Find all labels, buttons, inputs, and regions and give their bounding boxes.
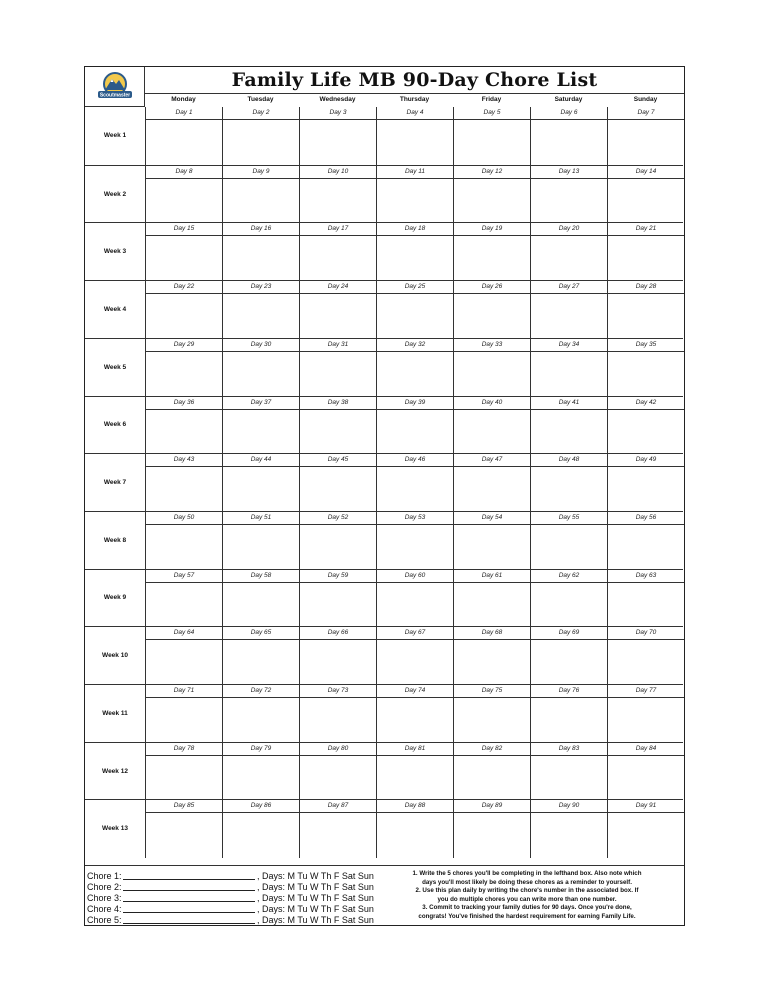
day-label: Day 74 bbox=[377, 685, 453, 698]
day-label: Day 62 bbox=[531, 570, 607, 583]
day-cell[interactable] bbox=[607, 339, 684, 397]
day-cell[interactable] bbox=[607, 107, 684, 165]
day-label: Day 78 bbox=[146, 743, 222, 756]
day-label: Day 47 bbox=[454, 454, 530, 467]
chore-row bbox=[87, 893, 375, 904]
day-label: Day 45 bbox=[300, 454, 376, 467]
day-label: Day 76 bbox=[531, 685, 607, 698]
day-cell[interactable] bbox=[453, 570, 530, 628]
day-cell[interactable] bbox=[607, 743, 684, 801]
day-cell[interactable] bbox=[145, 166, 222, 224]
day-cell[interactable] bbox=[222, 627, 299, 685]
day-cell[interactable] bbox=[222, 166, 299, 224]
day-label: Day 66 bbox=[300, 627, 376, 640]
week-row bbox=[85, 569, 683, 627]
day-cell[interactable] bbox=[530, 512, 607, 570]
day-label: Day 25 bbox=[377, 281, 453, 294]
day-label: Day 38 bbox=[300, 397, 376, 410]
day-label: Day 5 bbox=[454, 107, 530, 120]
day-cell[interactable] bbox=[607, 454, 684, 512]
day-cell[interactable] bbox=[530, 166, 607, 224]
day-cell[interactable] bbox=[453, 166, 530, 224]
day-label: Day 50 bbox=[146, 512, 222, 525]
day-label: Day 60 bbox=[377, 570, 453, 583]
chore-input-line[interactable] bbox=[123, 882, 255, 891]
day-cell[interactable] bbox=[376, 570, 453, 628]
day-cell[interactable] bbox=[145, 512, 222, 570]
day-label: Day 14 bbox=[608, 166, 684, 179]
chore-days: , Days: M Tu W Th F Sat Sun bbox=[257, 893, 374, 903]
day-label: Day 15 bbox=[146, 223, 222, 236]
week-label: Week 8 bbox=[103, 536, 127, 544]
day-label: Day 59 bbox=[300, 570, 376, 583]
day-cell[interactable] bbox=[453, 685, 530, 743]
day-label: Day 34 bbox=[531, 339, 607, 352]
day-cell[interactable] bbox=[376, 339, 453, 397]
day-label: Day 80 bbox=[300, 743, 376, 756]
week-row bbox=[85, 684, 683, 742]
day-cell[interactable] bbox=[222, 107, 299, 165]
day-label: Day 73 bbox=[300, 685, 376, 698]
day-cell[interactable] bbox=[145, 397, 222, 455]
day-label: Day 17 bbox=[300, 223, 376, 236]
instruction-line: days you'll most likely be doing these chores as a reminder to yourself. bbox=[422, 878, 632, 886]
instruction-line: you do multiple chores you can write more than one number. bbox=[437, 895, 617, 903]
day-label: Day 84 bbox=[608, 743, 684, 756]
day-cell[interactable] bbox=[145, 685, 222, 743]
week-row bbox=[85, 338, 683, 396]
day-cell[interactable] bbox=[607, 627, 684, 685]
day-label: Day 44 bbox=[223, 454, 299, 467]
day-cell[interactable] bbox=[530, 339, 607, 397]
chore-row bbox=[87, 871, 375, 882]
day-label: Day 8 bbox=[146, 166, 222, 179]
day-cell[interactable] bbox=[299, 281, 376, 339]
day-label: Day 2 bbox=[223, 107, 299, 120]
day-cell[interactable] bbox=[376, 800, 453, 858]
week-label: Week 5 bbox=[103, 363, 127, 371]
chore-days: , Days: M Tu W Th F Sat Sun bbox=[257, 904, 374, 914]
day-cell[interactable] bbox=[145, 223, 222, 281]
day-cell[interactable] bbox=[222, 339, 299, 397]
day-header-sunday: Sunday bbox=[633, 96, 658, 103]
day-cell[interactable] bbox=[530, 107, 607, 165]
day-cell[interactable] bbox=[222, 281, 299, 339]
day-label: Day 87 bbox=[300, 800, 376, 813]
day-cell[interactable] bbox=[607, 570, 684, 628]
day-cell[interactable] bbox=[299, 454, 376, 512]
day-cell[interactable] bbox=[453, 339, 530, 397]
day-label: Day 68 bbox=[454, 627, 530, 640]
day-label: Day 19 bbox=[454, 223, 530, 236]
day-cell[interactable] bbox=[376, 223, 453, 281]
week-label: Week 10 bbox=[102, 652, 128, 660]
day-cell[interactable] bbox=[607, 166, 684, 224]
day-label: Day 89 bbox=[454, 800, 530, 813]
week-row bbox=[85, 165, 683, 223]
day-label: Day 29 bbox=[146, 339, 222, 352]
day-label: Day 12 bbox=[454, 166, 530, 179]
day-label: Day 40 bbox=[454, 397, 530, 410]
day-cell[interactable] bbox=[453, 107, 530, 165]
chore-input-line[interactable] bbox=[123, 904, 255, 913]
day-header-tuesday: Tuesday bbox=[247, 96, 274, 103]
day-label: Day 69 bbox=[531, 627, 607, 640]
day-cell[interactable] bbox=[530, 627, 607, 685]
chore-label: Chore 5: bbox=[87, 915, 122, 925]
day-label: Day 20 bbox=[531, 223, 607, 236]
chore-sheet bbox=[84, 66, 685, 926]
day-cell[interactable] bbox=[145, 743, 222, 801]
day-cell[interactable] bbox=[453, 512, 530, 570]
week-row bbox=[85, 511, 683, 569]
day-label: Day 37 bbox=[223, 397, 299, 410]
day-label: Day 42 bbox=[608, 397, 684, 410]
day-label: Day 21 bbox=[608, 223, 684, 236]
day-header-thursday: Thursday bbox=[399, 96, 430, 103]
day-label: Day 85 bbox=[146, 800, 222, 813]
day-label: Day 77 bbox=[608, 685, 684, 698]
day-label: Day 61 bbox=[454, 570, 530, 583]
chore-input-line[interactable] bbox=[123, 871, 255, 880]
day-label: Day 27 bbox=[531, 281, 607, 294]
page-title: Family Life MB 90-Day Chore List bbox=[231, 69, 598, 91]
day-cell[interactable] bbox=[145, 800, 222, 858]
day-cell[interactable] bbox=[530, 800, 607, 858]
day-cell[interactable] bbox=[145, 454, 222, 512]
day-cell[interactable] bbox=[299, 800, 376, 858]
week-row bbox=[85, 280, 683, 338]
day-cell[interactable] bbox=[376, 627, 453, 685]
day-cell[interactable] bbox=[145, 107, 222, 165]
day-label: Day 53 bbox=[377, 512, 453, 525]
day-cell[interactable] bbox=[299, 166, 376, 224]
week-label: Week 1 bbox=[103, 131, 127, 139]
day-label: Day 91 bbox=[608, 800, 684, 813]
day-label: Day 49 bbox=[608, 454, 684, 467]
day-cell[interactable] bbox=[299, 397, 376, 455]
week-row bbox=[85, 799, 683, 857]
day-label: Day 75 bbox=[454, 685, 530, 698]
day-label: Day 79 bbox=[223, 743, 299, 756]
day-header-friday: Friday bbox=[481, 96, 502, 103]
chore-input-line[interactable] bbox=[123, 893, 255, 902]
day-label: Day 58 bbox=[223, 570, 299, 583]
day-cell[interactable] bbox=[376, 166, 453, 224]
chore-days: , Days: M Tu W Th F Sat Sun bbox=[257, 915, 374, 925]
day-cell[interactable] bbox=[453, 223, 530, 281]
instruction-line: congrats! You've finished the hardest requirement for earning Family Life. bbox=[418, 912, 636, 920]
day-cell[interactable] bbox=[376, 281, 453, 339]
day-label: Day 51 bbox=[223, 512, 299, 525]
day-label: Day 43 bbox=[146, 454, 222, 467]
chore-row bbox=[87, 915, 375, 926]
day-header-wednesday: Wednesday bbox=[319, 96, 356, 103]
week-label: Week 2 bbox=[103, 190, 127, 198]
day-label: Day 10 bbox=[300, 166, 376, 179]
day-label: Day 39 bbox=[377, 397, 453, 410]
day-label: Day 7 bbox=[608, 107, 684, 120]
day-label: Day 88 bbox=[377, 800, 453, 813]
chore-input-line[interactable] bbox=[123, 915, 255, 924]
day-cell[interactable] bbox=[376, 685, 453, 743]
day-cell[interactable] bbox=[299, 570, 376, 628]
day-label: Day 56 bbox=[608, 512, 684, 525]
week-label: Week 7 bbox=[103, 479, 127, 487]
day-cell[interactable] bbox=[145, 339, 222, 397]
day-cell[interactable] bbox=[607, 281, 684, 339]
svg-text:Scoutmaster: Scoutmaster bbox=[99, 92, 131, 99]
day-cell[interactable] bbox=[530, 454, 607, 512]
day-label: Day 57 bbox=[146, 570, 222, 583]
day-cell[interactable] bbox=[453, 627, 530, 685]
day-cell[interactable] bbox=[453, 397, 530, 455]
day-cell[interactable] bbox=[376, 454, 453, 512]
day-label: Day 22 bbox=[146, 281, 222, 294]
day-cell[interactable] bbox=[222, 223, 299, 281]
day-cell[interactable] bbox=[299, 685, 376, 743]
day-label: Day 70 bbox=[608, 627, 684, 640]
day-cell[interactable] bbox=[222, 685, 299, 743]
day-cell[interactable] bbox=[222, 454, 299, 512]
day-label: Day 55 bbox=[531, 512, 607, 525]
week-label: Week 13 bbox=[102, 825, 128, 833]
week-label: Week 4 bbox=[103, 305, 127, 313]
day-cell[interactable] bbox=[530, 685, 607, 743]
day-cell[interactable] bbox=[530, 281, 607, 339]
day-cell[interactable] bbox=[299, 107, 376, 165]
day-cell[interactable] bbox=[145, 627, 222, 685]
day-cell[interactable] bbox=[145, 281, 222, 339]
day-cell[interactable] bbox=[453, 281, 530, 339]
day-label: Day 81 bbox=[377, 743, 453, 756]
day-label: Day 72 bbox=[223, 685, 299, 698]
day-cell[interactable] bbox=[222, 800, 299, 858]
day-label: Day 35 bbox=[608, 339, 684, 352]
day-cell[interactable] bbox=[299, 512, 376, 570]
footer bbox=[85, 865, 684, 925]
day-cell[interactable] bbox=[376, 107, 453, 165]
day-label: Day 13 bbox=[531, 166, 607, 179]
week-row bbox=[85, 396, 683, 454]
day-cell[interactable] bbox=[607, 397, 684, 455]
day-cell[interactable] bbox=[222, 570, 299, 628]
day-cell[interactable] bbox=[299, 223, 376, 281]
day-label: Day 18 bbox=[377, 223, 453, 236]
day-header-saturday: Saturday bbox=[554, 96, 583, 103]
day-label: Day 48 bbox=[531, 454, 607, 467]
day-cell[interactable] bbox=[607, 685, 684, 743]
day-label: Day 9 bbox=[223, 166, 299, 179]
day-label: Day 86 bbox=[223, 800, 299, 813]
day-label: Day 24 bbox=[300, 281, 376, 294]
day-label: Day 63 bbox=[608, 570, 684, 583]
chore-label: Chore 1: bbox=[87, 871, 122, 881]
day-cell[interactable] bbox=[299, 743, 376, 801]
chore-days: , Days: M Tu W Th F Sat Sun bbox=[257, 871, 374, 881]
week-label: Week 6 bbox=[103, 421, 127, 429]
day-cell[interactable] bbox=[530, 397, 607, 455]
day-cell[interactable] bbox=[376, 743, 453, 801]
day-label: Day 64 bbox=[146, 627, 222, 640]
week-row bbox=[85, 222, 683, 280]
day-label: Day 52 bbox=[300, 512, 376, 525]
day-cell[interactable] bbox=[376, 397, 453, 455]
instructions bbox=[377, 870, 677, 922]
day-label: Day 65 bbox=[223, 627, 299, 640]
day-cell[interactable] bbox=[530, 743, 607, 801]
day-cell[interactable] bbox=[145, 570, 222, 628]
chore-label: Chore 2: bbox=[87, 882, 122, 892]
week-label: Week 12 bbox=[102, 767, 128, 775]
day-label: Day 6 bbox=[531, 107, 607, 120]
day-cell[interactable] bbox=[222, 743, 299, 801]
day-label: Day 90 bbox=[531, 800, 607, 813]
mountain-badge-icon bbox=[97, 70, 133, 104]
day-label: Day 54 bbox=[454, 512, 530, 525]
day-cell[interactable] bbox=[453, 743, 530, 801]
day-label: Day 16 bbox=[223, 223, 299, 236]
day-label: Day 71 bbox=[146, 685, 222, 698]
day-label: Day 33 bbox=[454, 339, 530, 352]
logo bbox=[85, 67, 145, 107]
week-row bbox=[85, 626, 683, 684]
day-label: Day 46 bbox=[377, 454, 453, 467]
day-label: Day 67 bbox=[377, 627, 453, 640]
instruction-line: 1. Write the 5 chores you'll be completing in the lefthand box. Also note which bbox=[412, 870, 642, 877]
week-row bbox=[85, 107, 683, 165]
day-cell[interactable] bbox=[222, 512, 299, 570]
chore-row bbox=[87, 882, 375, 893]
chore-label: Chore 4: bbox=[87, 904, 122, 914]
day-cell[interactable] bbox=[299, 627, 376, 685]
chore-list bbox=[87, 871, 375, 926]
day-cell[interactable] bbox=[530, 570, 607, 628]
instruction-line: 2. Use this plan daily by writing the chore's number in the associated box. If bbox=[415, 887, 639, 895]
chore-days: , Days: M Tu W Th F Sat Sun bbox=[257, 882, 374, 892]
day-cell[interactable] bbox=[607, 223, 684, 281]
day-header-monday: Monday bbox=[171, 96, 196, 103]
day-label: Day 3 bbox=[300, 107, 376, 120]
week-label: Week 9 bbox=[103, 594, 127, 602]
day-cell[interactable] bbox=[453, 800, 530, 858]
week-row bbox=[85, 742, 683, 800]
day-label: Day 26 bbox=[454, 281, 530, 294]
day-label: Day 82 bbox=[454, 743, 530, 756]
day-cell[interactable] bbox=[530, 223, 607, 281]
day-cell[interactable] bbox=[453, 454, 530, 512]
day-cell[interactable] bbox=[222, 397, 299, 455]
day-label: Day 11 bbox=[377, 166, 453, 179]
day-label: Day 32 bbox=[377, 339, 453, 352]
day-label: Day 36 bbox=[146, 397, 222, 410]
day-label: Day 30 bbox=[223, 339, 299, 352]
day-label: Day 41 bbox=[531, 397, 607, 410]
chore-row bbox=[87, 904, 375, 915]
week-label: Week 3 bbox=[103, 248, 127, 256]
week-row bbox=[85, 453, 683, 511]
day-cell[interactable] bbox=[299, 339, 376, 397]
day-label: Day 83 bbox=[531, 743, 607, 756]
day-label: Day 28 bbox=[608, 281, 684, 294]
day-label: Day 4 bbox=[377, 107, 453, 120]
day-label: Day 1 bbox=[146, 107, 222, 120]
day-cell[interactable] bbox=[607, 512, 684, 570]
day-label: Day 23 bbox=[223, 281, 299, 294]
week-label: Week 11 bbox=[102, 709, 128, 717]
day-label: Day 31 bbox=[300, 339, 376, 352]
instruction-line: 3. Commit to tracking your family duties for 90 days. Once you're done, bbox=[422, 904, 632, 912]
day-cell[interactable] bbox=[376, 512, 453, 570]
chore-label: Chore 3: bbox=[87, 893, 122, 903]
day-cell[interactable] bbox=[607, 800, 684, 858]
